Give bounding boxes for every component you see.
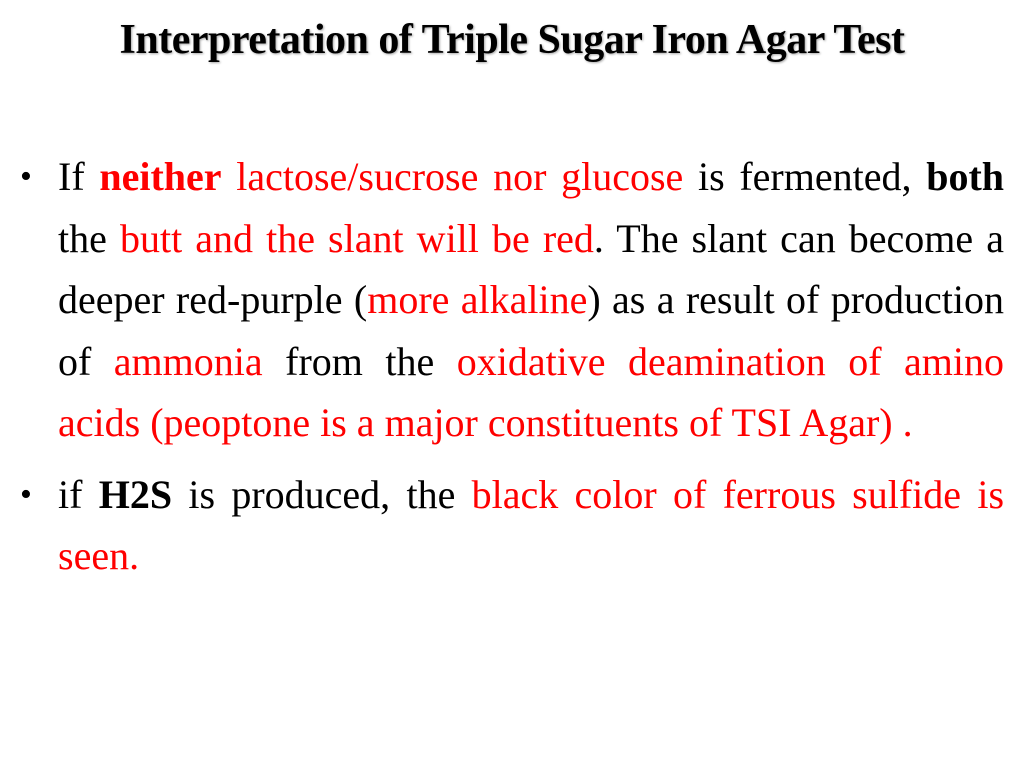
text-run-highlight: neither [99, 154, 222, 199]
text-run: from the [262, 338, 457, 384]
text-run-highlight: ammonia [113, 338, 263, 384]
text-run-highlight: butt and the slant will be red [119, 215, 594, 261]
text-run: the [58, 215, 120, 261]
text-run: if [58, 471, 99, 517]
text-run-bold: H2S [98, 471, 173, 517]
text-run: is fermented, [683, 154, 927, 199]
text-run: ) as a result of production of [58, 277, 1005, 384]
text-run-highlight: lactose/sucrose nor glucose [236, 154, 684, 199]
text-run: is produced, the [172, 471, 472, 517]
bullet-icon: • [20, 158, 32, 195]
text-run-highlight: black color of ferrous sulfide is seen. [58, 471, 1005, 578]
bullet-icon: • [20, 475, 32, 513]
text-run-highlight: more alkaline [367, 277, 588, 322]
text-run [222, 154, 237, 199]
text-run: . The slant can become a deeper red-purple ( [58, 215, 1004, 322]
bullet-item [18, 464, 1004, 587]
text-run-bold: both [926, 154, 1005, 199]
slide-title: Interpretation of Triple Sugar Iron Agar Test [119, 17, 905, 63]
text-run: If [58, 154, 100, 199]
bullet-item [18, 146, 1004, 454]
bullet-list [18, 146, 1004, 597]
text-run-highlight: oxidative deamination of amino acids (peoptone is a major constituents of TSI Agar) . [58, 338, 1004, 445]
